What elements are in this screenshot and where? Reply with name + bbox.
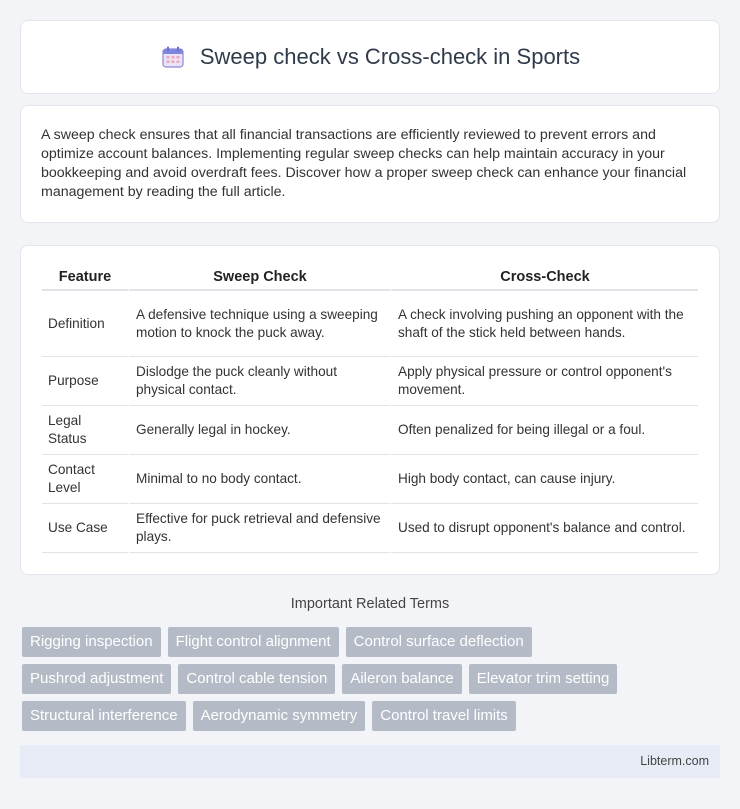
sweep-check-cell: Dislodge the puck cleanly without physical contact. (128, 357, 390, 406)
intro-text: A sweep check ensures that all financial transactions are efficiently reviewed to prevent errors and optimize account balances. Implementing regular sweep checks can help maintain accuracy in your bookkeeping and avoid overdraft fees. Discover how a proper sweep check can enhance your financial management by reading the full article. (41, 127, 687, 200)
cross-check-cell: High body contact, can cause injury. (390, 455, 698, 504)
feature-cell: Purpose (42, 357, 128, 406)
comparison-card (20, 245, 720, 575)
table-header-row (42, 266, 698, 291)
related-terms-title: Important Related Terms (290, 596, 450, 612)
feature-cell: Use Case (42, 504, 128, 553)
page-title: Sweep check vs Cross-check in Sports (199, 44, 581, 69)
table-row (42, 357, 698, 406)
cross-check-cell: Apply physical pressure or control opponent's movement. (390, 357, 698, 406)
related-term-tag[interactable]: Control cable tension (178, 664, 335, 694)
header-card (20, 20, 720, 94)
related-term-tag[interactable]: Aileron balance (342, 664, 461, 694)
sweep-check-cell: Generally legal in hockey. (128, 406, 390, 455)
related-term-tag[interactable]: Pushrod adjustment (22, 664, 171, 694)
related-term-tag[interactable]: Structural interference (22, 701, 186, 731)
header-feature: Feature (42, 266, 128, 291)
related-term-tag[interactable]: Elevator trim setting (469, 664, 618, 694)
related-term-tag[interactable]: Flight control alignment (168, 627, 339, 657)
intro-card (20, 105, 720, 223)
feature-cell: Contact Level (42, 455, 128, 504)
sweep-check-cell: Effective for puck retrieval and defensive plays. (128, 504, 390, 553)
feature-cell: Legal Status (42, 406, 128, 455)
related-term-tag[interactable]: Aerodynamic symmetry (193, 701, 366, 731)
related-term-tag[interactable]: Control surface deflection (346, 627, 532, 657)
tag-row (22, 701, 722, 731)
comparison-table (42, 266, 698, 553)
tag-row (22, 664, 722, 694)
table-row (42, 291, 698, 357)
related-term-tag[interactable]: Rigging inspection (22, 627, 161, 657)
cross-check-cell: Often penalized for being illegal or a foul. (390, 406, 698, 455)
sweep-check-cell: Minimal to no body contact. (128, 455, 390, 504)
footer-site-link[interactable]: Libterm.com (640, 754, 709, 768)
sweep-check-cell: A defensive technique using a sweeping motion to knock the puck away. (128, 291, 390, 357)
feature-cell: Definition (42, 291, 128, 357)
table-row (42, 504, 698, 553)
table-row (42, 455, 698, 504)
table-row (42, 406, 698, 455)
related-terms-list (22, 627, 722, 738)
calendar-icon (160, 44, 186, 70)
footer (20, 745, 720, 778)
tag-row (22, 627, 722, 657)
header-sweep-check: Sweep Check (128, 266, 390, 291)
header-cross-check: Cross-Check (390, 266, 698, 291)
cross-check-cell: A check involving pushing an opponent with the shaft of the stick held between hands. (390, 291, 698, 357)
related-term-tag[interactable]: Control travel limits (372, 701, 516, 731)
cross-check-cell: Used to disrupt opponent's balance and control. (390, 504, 698, 553)
